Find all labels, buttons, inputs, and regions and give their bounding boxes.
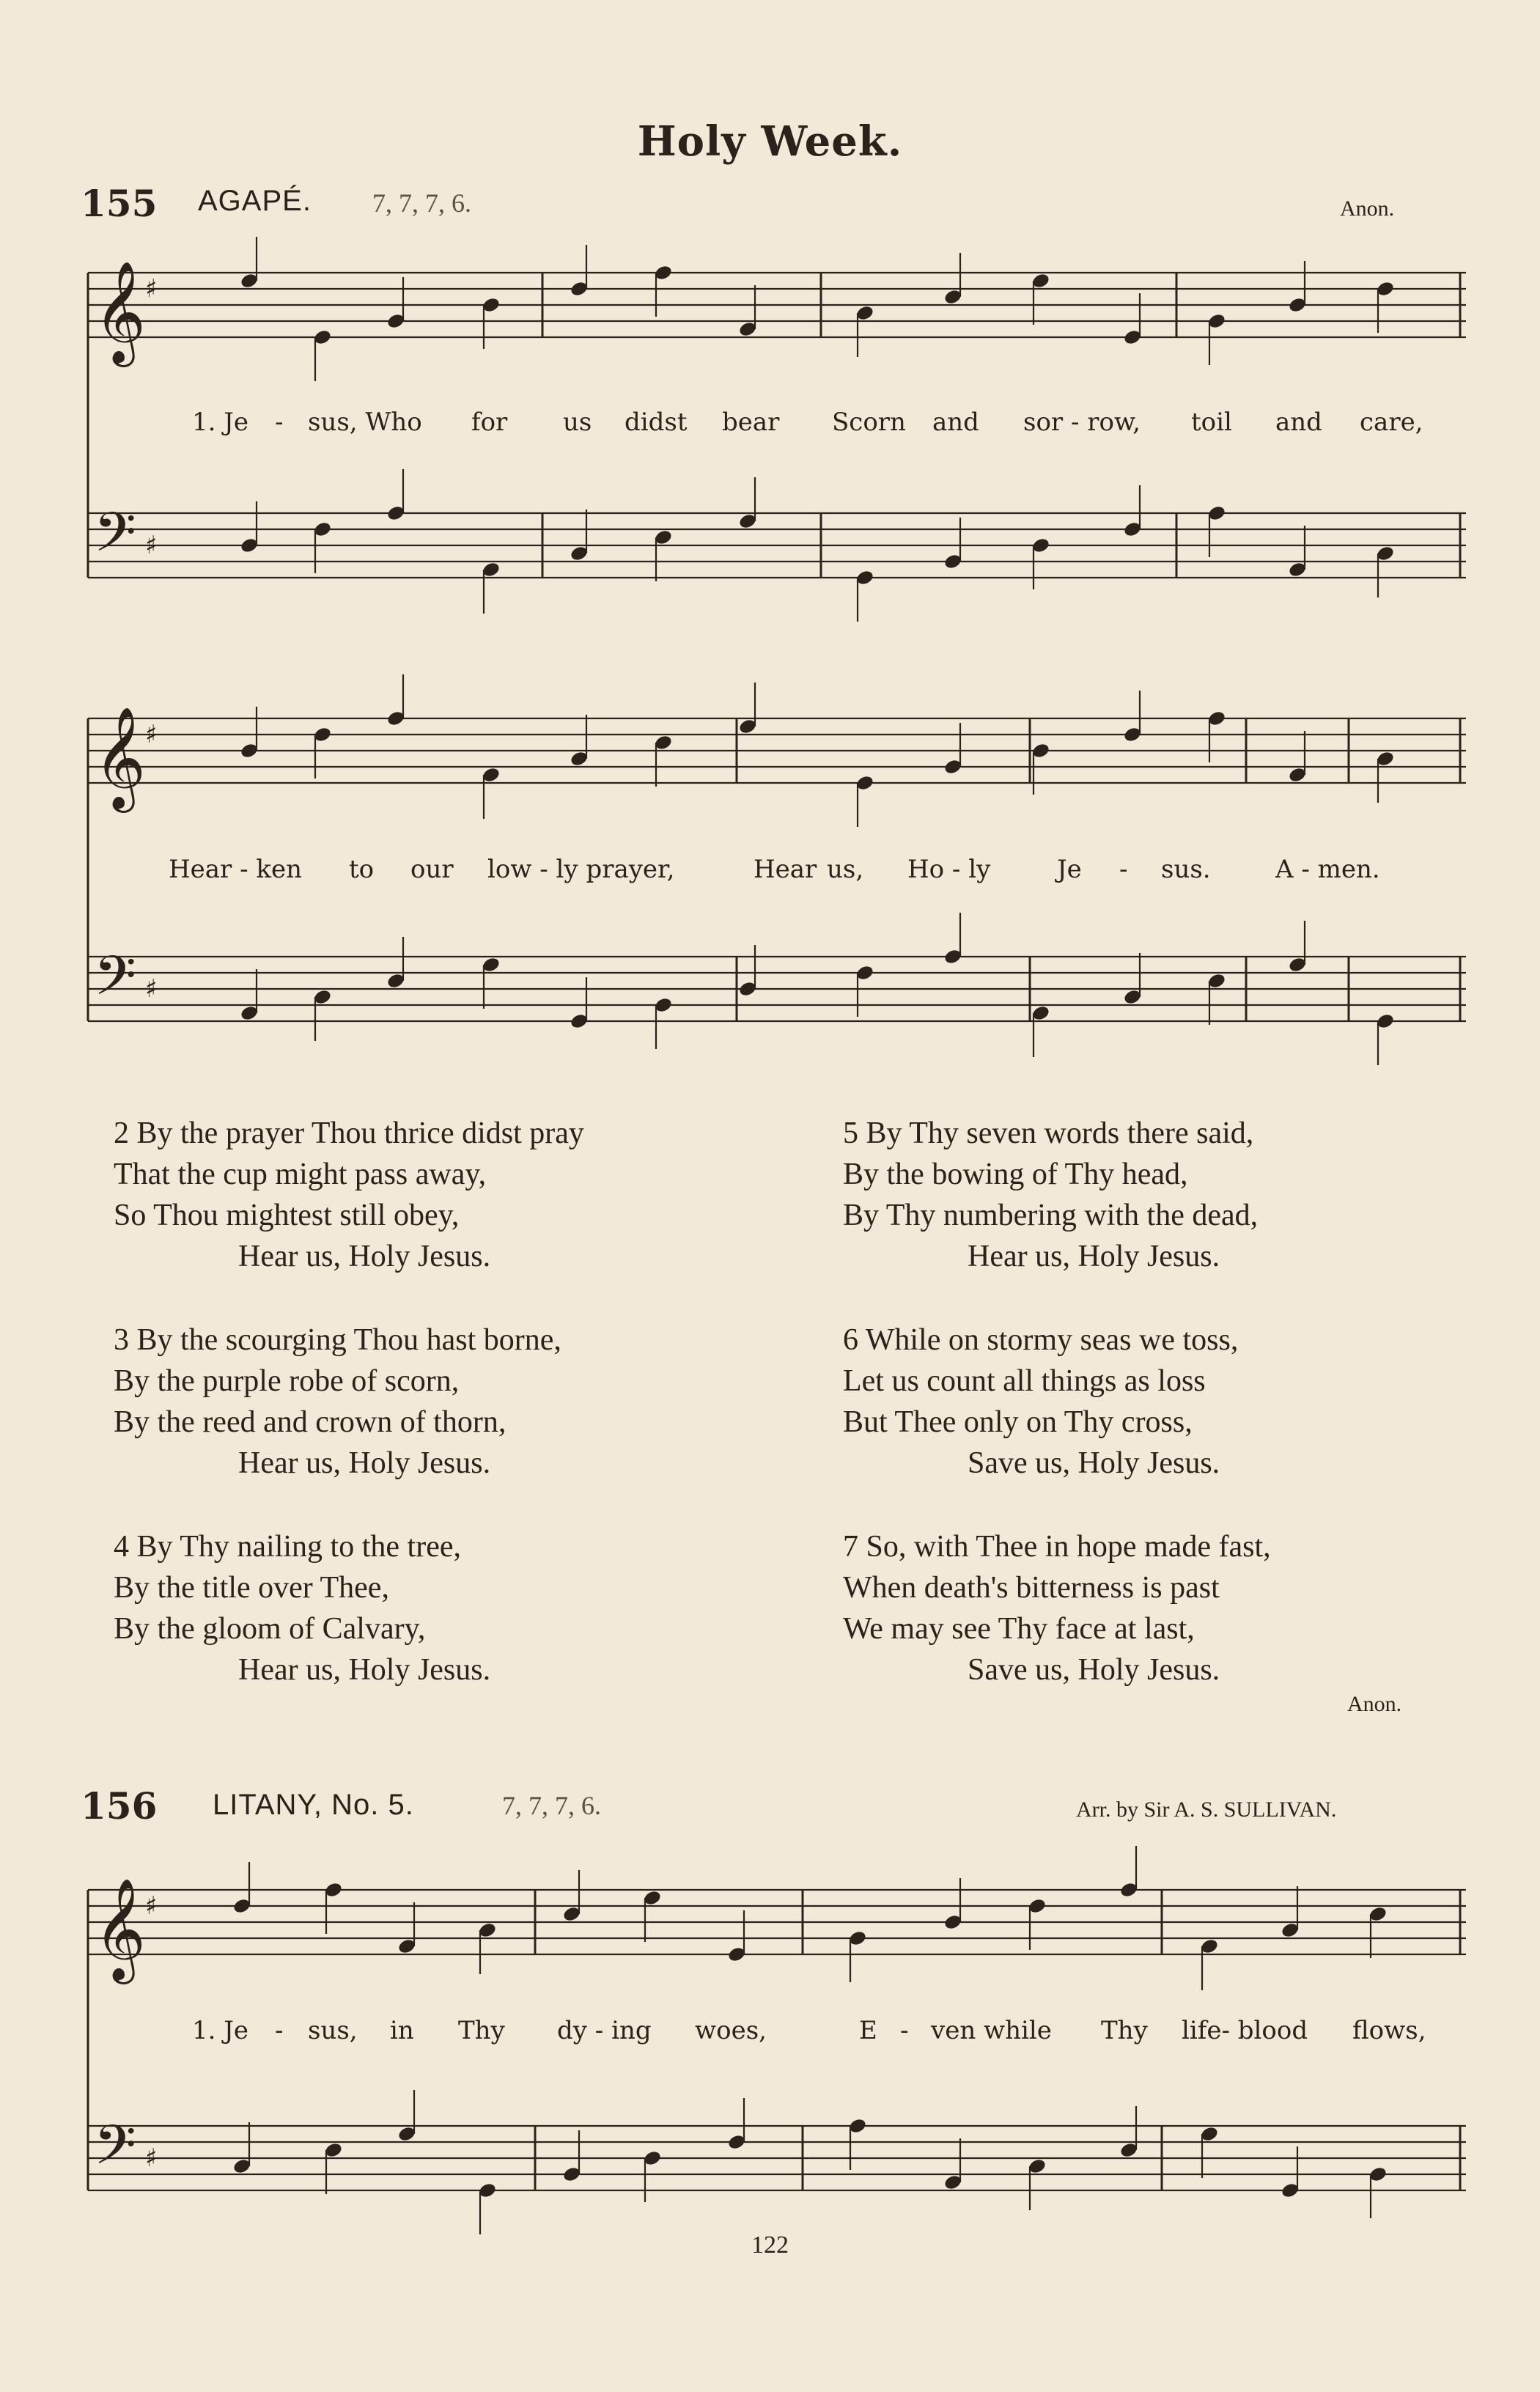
sharp-icon: ♯ xyxy=(145,531,158,560)
lyric-syllable: - xyxy=(275,408,284,437)
lyric-syllable: Thy xyxy=(458,2016,505,2045)
lyric-syllable: bear xyxy=(722,408,780,437)
lyric-syllable: sus. xyxy=(1161,855,1211,884)
lyric-syllable: care, xyxy=(1360,408,1423,437)
hymn-156-tune: LITANY, No. 5. xyxy=(213,1789,414,1821)
verse-refrain: Hear us, Holy Jesus. xyxy=(238,1446,491,1480)
lyric-syllable: - xyxy=(900,2016,909,2045)
verse-line: When death's bitterness is past xyxy=(843,1571,1220,1605)
sharp-icon: ♯ xyxy=(145,974,158,1004)
verse-5 xyxy=(843,1113,1271,1277)
lyric-syllable: ven while xyxy=(931,2016,1052,2045)
verse-3 xyxy=(114,1320,584,1484)
lyric-syllable: Je xyxy=(1057,855,1082,884)
sharp-icon: ♯ xyxy=(145,2143,158,2173)
hymn-155-number: 155 xyxy=(81,182,158,225)
verse-line: 6 While on stormy seas we toss, xyxy=(843,1323,1239,1357)
lyric-syllable: Scorn xyxy=(832,408,906,437)
lyric-syllable: sus, Who xyxy=(308,408,422,437)
lyric-syllable: us, xyxy=(827,855,864,884)
lyric-syllable: flows, xyxy=(1352,2016,1426,2045)
verse-refrain: Save us, Holy Jesus. xyxy=(968,1446,1220,1480)
section-title: Holy Week. xyxy=(637,117,903,166)
verse-line: By the purple robe of scorn, xyxy=(114,1364,460,1398)
bass-clef-icon: 𝄢 xyxy=(94,2113,136,2190)
verse-6 xyxy=(843,1320,1271,1484)
lyric-syllable: didst xyxy=(625,408,688,437)
verse-line: 7 So, with Thee in hope made fast, xyxy=(843,1530,1271,1564)
verse-4 xyxy=(114,1526,584,1690)
lyric-syllable: 1. Je xyxy=(192,408,248,437)
lyric-syllable: to xyxy=(349,855,375,884)
hymn-155-meter: 7, 7, 7, 6. xyxy=(372,188,471,218)
hymn-155-score xyxy=(0,0,1540,1100)
treble-clef-icon: 𝄞 xyxy=(94,707,146,809)
verse-line: So Thou mightest still obey, xyxy=(114,1199,460,1232)
lyric-syllable: 1. Je xyxy=(192,2016,248,2045)
verse-line: By the gloom of Calvary, xyxy=(114,1612,426,1646)
lyric-syllable: Thy xyxy=(1101,2016,1148,2045)
verse-line: We may see Thy face at last, xyxy=(843,1612,1195,1646)
verse-7 xyxy=(843,1526,1271,1690)
verse-2 xyxy=(114,1113,584,1277)
page-number: 122 xyxy=(751,2231,789,2259)
sharp-icon: ♯ xyxy=(145,274,158,303)
lyric-syllable: - xyxy=(1119,855,1128,884)
sharp-icon: ♯ xyxy=(145,1891,158,1921)
verse-refrain: Save us, Holy Jesus. xyxy=(968,1653,1220,1687)
lyric-syllable: our xyxy=(410,855,454,884)
lyric-syllable: Hear - ken xyxy=(169,855,303,884)
lyric-syllable: for xyxy=(471,408,508,437)
lyric-syllable: toil xyxy=(1191,408,1232,437)
verse-line: By Thy numbering with the dead, xyxy=(843,1199,1259,1232)
treble-clef-icon: 𝄞 xyxy=(94,1878,146,1980)
hymn-155-author: Anon. xyxy=(1340,196,1395,221)
lyric-syllable: low - ly prayer, xyxy=(487,855,675,884)
lyric-syllable: in xyxy=(390,2016,414,2045)
lyric-syllable: and xyxy=(1275,408,1322,437)
lyric-syllable: A - men. xyxy=(1275,855,1380,884)
verse-line: Let us count all things as loss xyxy=(843,1364,1206,1398)
verse-line: That the cup might pass away, xyxy=(114,1158,487,1191)
verse-line: 3 By the scourging Thou hast borne, xyxy=(114,1323,561,1357)
treble-clef-icon: 𝄞 xyxy=(94,261,146,363)
hymn-155-tune: AGAPÉ. xyxy=(198,185,312,217)
lyric-syllable: Ho - ly xyxy=(907,855,991,884)
hymn-156-arranger: Arr. by Sir A. S. SULLIVAN. xyxy=(1076,1797,1337,1822)
lyric-syllable: and xyxy=(932,408,979,437)
lyric-syllable: us xyxy=(563,408,592,437)
verses-left-column xyxy=(114,1113,584,1690)
verse-line: By the title over Thee, xyxy=(114,1571,389,1605)
hymn-156-number: 156 xyxy=(81,1784,158,1828)
bass-clef-icon: 𝄢 xyxy=(94,501,136,578)
verses-right-column xyxy=(843,1113,1271,1690)
lyric-syllable: sus, xyxy=(308,2016,358,2045)
sharp-icon: ♯ xyxy=(145,720,158,749)
lyric-syllable: woes, xyxy=(695,2016,767,2045)
verse-author: Anon. xyxy=(1347,1692,1402,1716)
verse-line: By the bowing of Thy head, xyxy=(843,1158,1188,1191)
verse-line: By the reed and crown of thorn, xyxy=(114,1405,506,1439)
lyric-syllable: E xyxy=(859,2016,877,2045)
lyric-syllable: - xyxy=(275,2016,284,2045)
lyric-syllable: Hear xyxy=(754,855,817,884)
verse-refrain: Hear us, Holy Jesus. xyxy=(238,1653,491,1687)
verse-line: 4 By Thy nailing to the tree, xyxy=(114,1530,461,1564)
verse-refrain: Hear us, Holy Jesus. xyxy=(968,1240,1220,1273)
hymn-156-meter: 7, 7, 7, 6. xyxy=(502,1791,601,1820)
verse-line: 2 By the prayer Thou thrice didst pray xyxy=(114,1116,584,1150)
verse-refrain: Hear us, Holy Jesus. xyxy=(238,1240,491,1273)
lyric-syllable: dy - ing xyxy=(557,2016,652,2045)
bass-clef-icon: 𝄢 xyxy=(94,944,136,1021)
verse-line: But Thee only on Thy cross, xyxy=(843,1405,1193,1439)
lyric-syllable: life- blood xyxy=(1182,2016,1308,2045)
lyric-syllable: sor - row, xyxy=(1023,408,1141,437)
verse-line: 5 By Thy seven words there said, xyxy=(843,1116,1254,1150)
